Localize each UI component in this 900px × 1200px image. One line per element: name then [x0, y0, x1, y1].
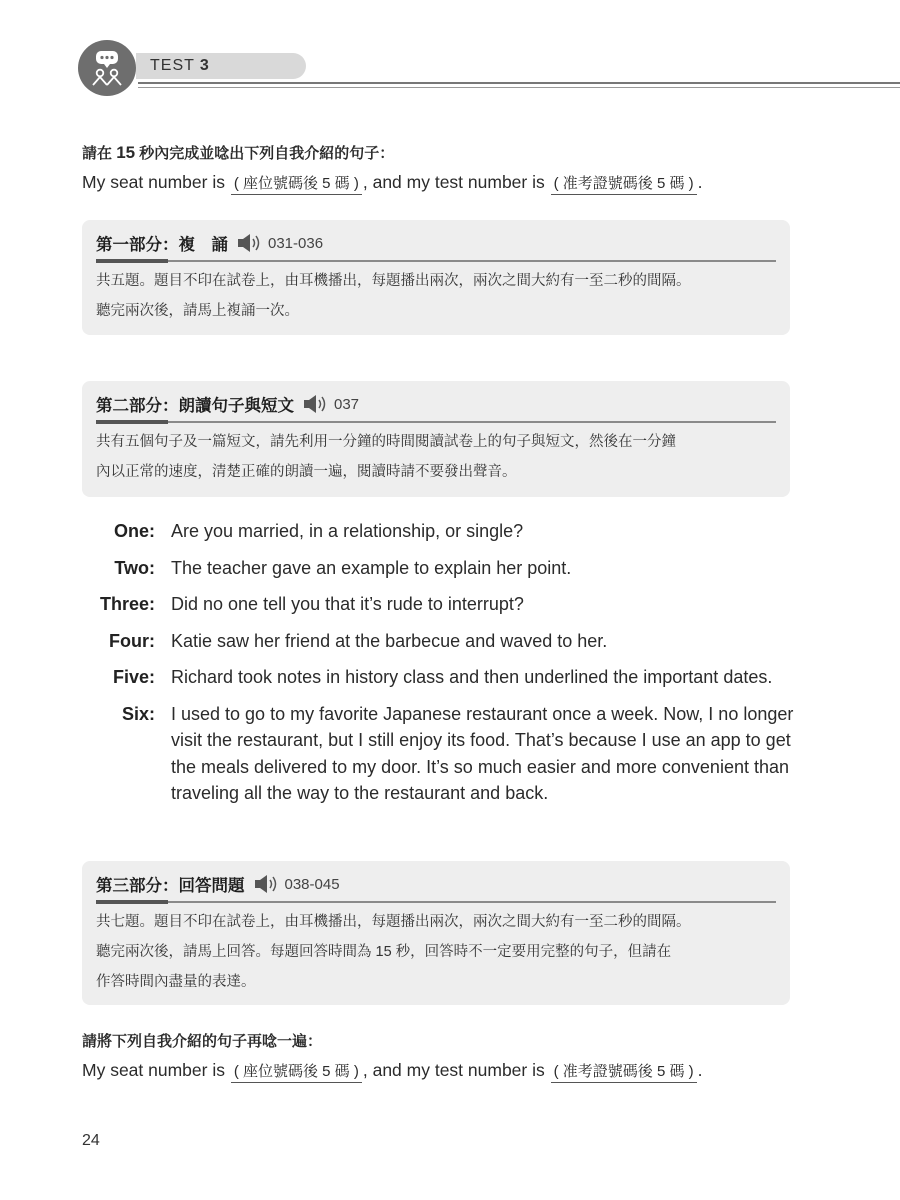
part2-title: 第二部分：朗讀句子與短文 037: [96, 395, 360, 415]
part3-title: 第三部分：回答問題 038-045: [96, 875, 340, 895]
header-rule: [138, 82, 900, 84]
part1-box: [82, 220, 790, 335]
seat-number-blank: ( 座位號碼後 5 碼 ): [231, 174, 362, 195]
reading-item: Six: I used to go to my favorite Japanese restaurant once a week. Now, I no longer visit the restaurant, but I still enjoy its food. That’s because I use an app to get the meals delivered to my door. It’s so much easier and more convenient than traveling all the way to the restaurant and back.: [121, 703, 794, 803]
reading-item: One: Are you married, in a relationship, or single?: [113, 521, 524, 541]
part2-instructions: 共有五個句子及一篇短文，請先利用一分鐘的時間閱讀試卷上的句子與短文，然後在一分鐘 內以正常的速度，清楚正確的朗讀一遍，閱讀時請不要發出聲音。: [96, 434, 676, 480]
test-number-blank: ( 准考證號碼後 5 碼 ): [551, 174, 697, 195]
part3-instructions: 共七題。題目不印在試卷上，由耳機播出，每題播出兩次，兩次之間大約有一至二秒的間隔。 聽完兩次後，請馬上回答。每題回答時間為 15 秒，回答時不一定要用完整的句子，但請在 作答時間內盡量的表達。: [96, 914, 691, 990]
part2-box: [82, 381, 790, 497]
part3-track: 038-045: [284, 875, 340, 893]
reading-item: Two: The teacher gave an example to explain her point.: [114, 557, 572, 578]
speaker-icon: [238, 234, 266, 252]
reading-item: Five: Richard took notes in history class and then underlined the important dates.: [112, 667, 773, 687]
part1-rule: [96, 260, 776, 262]
part2-rule: [96, 421, 776, 423]
test-label: TEST: [150, 57, 195, 74]
test-number: 3: [199, 57, 210, 74]
page-number: 24: [82, 1132, 100, 1149]
test-tab: [136, 53, 306, 79]
part1-title: 第一部分：複 誦 031-036: [96, 234, 324, 254]
speaker-icon: [304, 395, 332, 413]
page-header: [78, 40, 900, 100]
reading-list: [82, 518, 794, 807]
outro-self-introduction: My seat number is ( 座位號碼後 5 碼 ) , and my test number is ( 准考證號碼後 5 碼 ) .: [82, 1060, 703, 1083]
part3-rule: [96, 901, 776, 903]
part3-box: [82, 861, 790, 1005]
intro-self-introduction: My seat number is ( 座位號碼後 5 碼 ) , and my test number is ( 准考證號碼後 5 碼 ) .: [82, 172, 703, 195]
seat-number-blank: ( 座位號碼後 5 碼 ): [231, 1062, 362, 1083]
intro-instruction: 請在 15 秒內完成並唸出下列自我介紹的句子：: [82, 143, 395, 162]
speaker-icon: [255, 875, 283, 893]
outro-instruction: 請將下列自我介紹的句子再唸一遍：: [82, 1033, 323, 1050]
part2-track: 037: [334, 395, 360, 413]
part1-instructions: 共五題。題目不印在試卷上，由耳機播出，每題播出兩次，兩次之間大約有一至二秒的間隔。 聽完兩次後，請馬上複誦一次。: [96, 273, 691, 319]
reading-item: Four: Katie saw her friend at the barbecue and waved to her.: [109, 630, 608, 651]
header-rule-thin: [138, 87, 900, 88]
test-number-blank: ( 准考證號碼後 5 碼 ): [551, 1062, 697, 1083]
part1-track: 031-036: [268, 234, 324, 252]
students-speech-icon: [78, 40, 136, 96]
reading-item: Three: Did no one tell you that it’s rude to interrupt?: [99, 594, 524, 614]
